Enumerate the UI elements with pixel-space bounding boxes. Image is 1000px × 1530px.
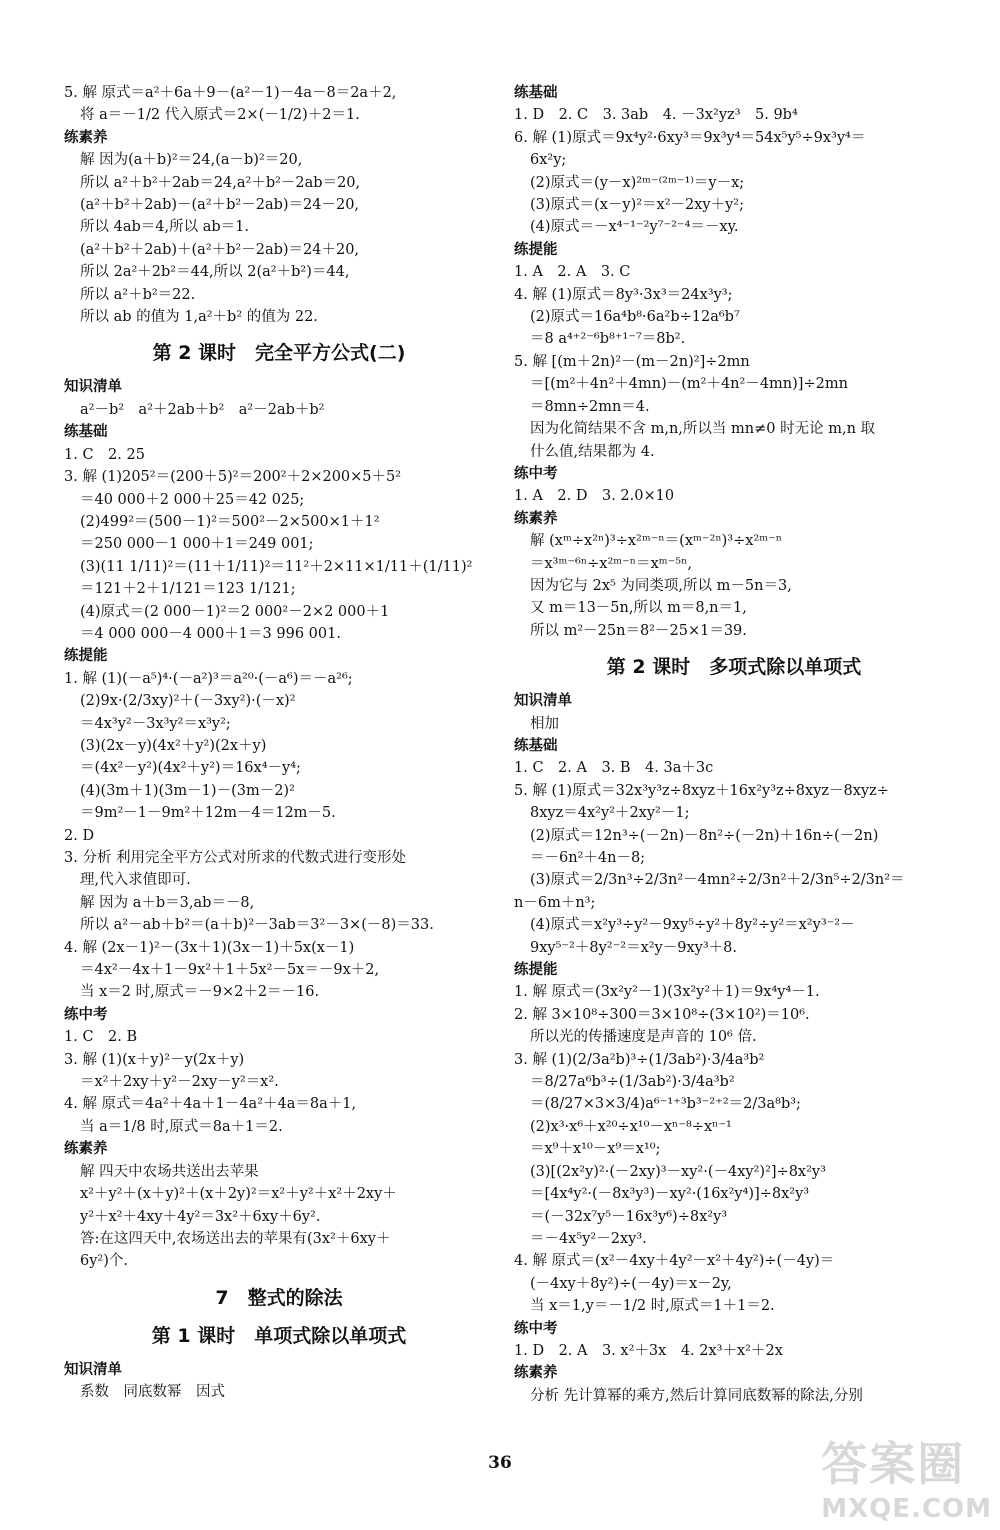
answer-line: 5. 解 (1)原式＝32x³y³z÷8xyz＋16x²y³z÷8xyz－8xyz÷ <box>514 782 889 799</box>
answer-line: y²＋x²＋4xy＋4y²＝3x²＋6xy＋6y². <box>80 1208 321 1225</box>
answer-line: 1. D 2. A 3. x²＋3x 4. 2x³＋x²＋2x <box>514 1342 783 1359</box>
answer-line: ＝(8/27×3×3/4)a⁶⁻¹⁺³b³⁻²⁺²＝2/3a⁸b³; <box>530 1096 801 1113</box>
answer-line: 3. 解 (1)205²＝(200＋5)²＝200²＋2×200×5＋5² <box>64 469 402 486</box>
answer-line: 4. 解 (2x－1)²－(3x＋1)(3x－1)＋5x(x－1) <box>64 939 355 956</box>
answer-line: 当 a＝1/8 时,原式＝8a＋1＝2. <box>80 1118 283 1135</box>
answer-line: 当 x＝1,y＝－1/2 时,原式＝1＋1＝2. <box>530 1298 775 1315</box>
answer-line: 1. 解 (1)(－a⁵)⁴·(－a²)³＝a²⁰·(－a⁶)＝－a²⁶; <box>64 670 353 687</box>
lesson-title: 7 整式的除法 <box>215 1286 343 1309</box>
answer-line: ＝9m²－1－9m²＋12m－4＝12m－5. <box>80 805 336 822</box>
answer-line: ＝x⁹＋x¹⁰－x⁹＝x¹⁰; <box>530 1141 661 1158</box>
answer-line: 2. 解 3×10⁸÷300＝3×10⁸÷(3×10²)＝10⁶. <box>514 1006 810 1023</box>
page-number: 36 <box>488 1453 512 1473</box>
answer-line: 8xyz＝4x²y²＋2xy²－1; <box>530 805 690 822</box>
answer-line: 解 (xᵐ÷x²ⁿ)³÷x²ᵐ⁻ⁿ＝(xᵐ⁻²ⁿ)³÷x²ᵐ⁻ⁿ <box>530 533 783 550</box>
answer-line: 2. D <box>64 827 95 844</box>
answer-line: 所以 4ab＝4,所以 ab＝1. <box>80 219 249 236</box>
answer-line: ＝8/27a⁶b³÷(1/3ab²)·3/4a³b² <box>530 1074 735 1091</box>
answer-line: 系数 同底数幂 因式 <box>80 1384 225 1401</box>
answer-line: 1. A 2. A 3. C <box>514 264 631 281</box>
answer-line: 因为化简结果不含 m,n,所以当 mn≠0 时无论 m,n 取 <box>530 421 876 438</box>
answer-line: 所以 ab 的值为 1,a²＋b² 的值为 22. <box>80 309 318 326</box>
answer-line: 3. 分析 利用完全平方公式对所求的代数式进行变形处 <box>64 850 407 866</box>
answer-line: 6y²)个. <box>80 1253 128 1270</box>
answer-line: ＝40 000＋2 000＋25＝42 025; <box>80 491 305 508</box>
section-heading: 练中考 <box>514 1320 558 1337</box>
section-heading: 知识清单 <box>514 693 572 710</box>
answer-line: 1. C 2. B <box>64 1029 138 1046</box>
section-heading: 练基础 <box>64 424 108 441</box>
lesson-title: 第 2 课时 完全平方公式(二) <box>152 342 406 365</box>
answer-line: ＝4 000 000－4 000＋1＝3 996 001. <box>80 625 341 642</box>
answer-line: (3)[(2x²y)²·(－2xy)³－xy²·(－4xy²)²]÷8x²y³ <box>530 1163 826 1180</box>
answer-line: 1. C 2. 25 <box>64 446 145 463</box>
answer-line: 相加 <box>530 715 559 732</box>
section-heading: 练提能 <box>514 962 558 979</box>
answer-line: ＝－4x⁵y²－2xy³. <box>530 1230 647 1247</box>
answer-line: 解 因为 a＋b＝3,ab＝－8, <box>80 894 255 911</box>
section-heading: 练中考 <box>514 465 558 482</box>
answer-line: 因为它与 2x⁵ 为同类项,所以 m－5n＝3, <box>530 577 792 594</box>
answer-line: ＝121＋2＋1/121＝123 1/121; <box>80 581 296 598</box>
answer-line: 9xy⁵⁻²＋8y²⁻²＝x²y－9xy³＋8. <box>530 939 737 956</box>
answer-line: ＝x²＋2xy＋y²－2xy－y²＝x². <box>80 1074 279 1091</box>
answer-line: (4)(3m＋1)(3m－1)－(3m－2)² <box>80 782 295 799</box>
answer-line: 4. 解 原式＝4a²＋4a＋1－4a²＋4a＝8a＋1, <box>64 1096 357 1113</box>
answer-line: 解 因为(a＋b)²＝24,(a－b)²＝20, <box>80 152 303 169</box>
lesson-title: 第 2 课时 多项式除以单项式 <box>606 656 862 679</box>
section-heading: 练基础 <box>514 85 558 101</box>
section-heading: 练素养 <box>514 1365 558 1382</box>
answer-line: 解 四天中农场共送出去苹果 <box>80 1163 259 1180</box>
answer-line: (2)9x·(2/3xy)²＋(－3xy²)·(－x)² <box>80 693 296 710</box>
answer-line: 3. 解 (1)(x＋y)²－y(2x＋y) <box>64 1051 245 1068</box>
answer-line: 1. C 2. A 3. B 4. 3a＋3c <box>514 760 714 777</box>
answer-line: 所以 2a²＋2b²＝44,所以 2(a²＋b²)＝44, <box>80 264 350 281</box>
answer-line: ＝x³ᵐ⁻⁶ⁿ÷x²ᵐ⁻ⁿ＝xᵐ⁻⁵ⁿ, <box>530 555 692 572</box>
answer-line: a²－b² a²＋2ab＋b² a²－2ab＋b² <box>80 401 325 418</box>
answer-line: 理,代入求值即可. <box>80 872 191 889</box>
answer-line: 当 x＝2 时,原式＝－9×2＋2＝－16. <box>80 984 320 1001</box>
answer-line: 5. 解 [(m＋2n)²－(m－2n)²]÷2mn <box>514 353 750 370</box>
answer-line: ＝－6n²＋4n－8; <box>530 850 646 866</box>
right-column <box>514 82 954 1407</box>
answer-line: 4. 解 (1)原式＝8y³·3x³＝24x³y³; <box>514 286 733 303</box>
answer-line: (4)原式＝－x⁴⁻¹⁻²y⁷⁻²⁻⁴＝－xy. <box>530 219 739 236</box>
answer-line: (2)原式＝(y－x)²ᵐ⁻⁽²ᵐ⁻¹⁾＝y－x; <box>530 174 745 191</box>
answer-line: (3)原式＝(x－y)²＝x²－2xy＋y²; <box>530 197 745 214</box>
answer-line: ＝[(m²＋4n²＋4mn)－(m²＋4n²－4mn)]÷2mn <box>530 376 848 393</box>
answer-line: ＝8 a⁴⁺²⁻⁶b⁸⁺¹⁻⁷＝8b². <box>530 331 686 348</box>
section-heading: 练提能 <box>514 241 558 258</box>
answer-line: 1. 解 原式＝(3x²y²－1)(3x²y²＋1)＝9x⁴y⁴－1. <box>514 984 820 1001</box>
answer-line: ＝4x³y²－3x³y²＝x³y²; <box>80 715 231 732</box>
answer-line: 答:在这四天中,农场送出去的苹果有(3x²＋6xy＋ <box>80 1230 391 1247</box>
answer-line: 将 a＝－1/2 代入原式＝2×(－1/2)＋2＝1. <box>80 107 360 124</box>
answer-line: (2)原式＝16a⁴b⁸·6a²b÷12a⁶b⁷ <box>530 309 740 326</box>
answer-line: (a²＋b²＋2ab)＋(a²＋b²－2ab)＝24＋20, <box>80 241 360 258</box>
lesson-title: 第 1 课时 单项式除以单项式 <box>151 1324 407 1347</box>
answer-line: ＝250 000－1 000＋1＝249 001; <box>80 536 314 553</box>
answer-line: 1. A 2. D 3. 2.0×10 <box>514 488 675 505</box>
answer-line: 所以 a²＋b²＋2ab＝24,a²＋b²－2ab＝20, <box>80 174 361 191</box>
answer-line: 所以光的传播速度是声音的 10⁶ 倍. <box>530 1029 757 1046</box>
answer-line: 6. 解 (1)原式＝9x⁴y²·6xy³＝9x³y⁴＝54x⁵y⁵÷9x³y⁴＝ <box>514 129 866 146</box>
answer-line: 分析 先计算幂的乘方,然后计算同底数幂的除法,分别 <box>530 1387 863 1404</box>
answer-line: (2)x³·x⁶＋x²⁰÷x¹⁰－xⁿ⁻⁸÷xⁿ⁻¹ <box>530 1118 732 1135</box>
left-column <box>64 82 494 1404</box>
answer-line: (2)原式＝12n³÷(－2n)－8n²÷(－2n)＋16n÷(－2n) <box>530 827 879 844</box>
section-heading: 练素养 <box>514 510 558 527</box>
answer-line: (3)(11 1/11)²＝(11＋1/11)²＝11²＋2×11×1/11＋(1/11)² <box>80 558 473 575</box>
answer-line: 所以 a²＋b²＝22. <box>80 286 196 303</box>
answer-line: ＝(4x²－y²)(4x²＋y²)＝16x⁴－y⁴; <box>80 760 301 777</box>
watermark-url: MXQE.COM <box>821 1494 992 1524</box>
answer-line: 又 m＝13－5n,所以 m＝8,n＝1, <box>530 600 747 617</box>
section-heading: 练素养 <box>64 129 108 146</box>
answer-line: 5. 解 原式＝a²＋6a＋9－(a²－1)－4a－8＝2a＋2, <box>64 85 397 101</box>
answer-line: 所以 a²－ab＋b²＝(a＋b)²－3ab＝3²－3×(－8)＝33. <box>80 917 434 934</box>
answer-line: (－4xy＋8y²)÷(－4y)＝x－2y, <box>530 1275 732 1292</box>
section-heading: 练提能 <box>64 648 108 665</box>
answer-line: ＝4x²－4x＋1－9x²＋1＋5x²－5x＝－9x＋2, <box>80 962 380 979</box>
answer-line: (4)原式＝(2 000－1)²＝2 000²－2×2 000＋1 <box>80 603 390 620</box>
answer-line: 4. 解 原式＝(x²－4xy＋4y²－x²＋4y²)÷(－4y)＝ <box>514 1253 835 1270</box>
section-heading: 练基础 <box>514 737 558 754</box>
answer-line: 6x²y; <box>530 152 567 169</box>
answer-line: ＝(－32x⁷y⁵－16x³y⁶)÷8x²y³ <box>530 1208 728 1225</box>
answer-line: (a²＋b²＋2ab)－(a²＋b²－2ab)＝24－20, <box>80 197 360 214</box>
answer-line: (3)原式＝2/3n³÷2/3n²－4mn²÷2/3n²＋2/3n⁵÷2/3n²＝ <box>530 872 905 889</box>
section-heading: 知识清单 <box>64 1361 122 1378</box>
watermark-logo: 答案圈 <box>821 1437 966 1491</box>
answer-line: (3)(2x－y)(4x²＋y²)(2x＋y) <box>80 737 267 754</box>
answer-line: (2)499²＝(500－1)²＝500²－2×500×1＋1² <box>80 513 380 530</box>
answer-line: ＝8mn÷2mn＝4. <box>530 398 650 415</box>
answer-line: (4)原式＝x²y³÷y²－9xy⁵÷y²＋8y²÷y²＝x²y³⁻²－ <box>530 917 855 934</box>
section-heading: 练中考 <box>64 1006 108 1023</box>
section-heading: 练素养 <box>64 1141 108 1158</box>
answer-line: n－6m＋n³; <box>514 894 596 911</box>
answer-line: 3. 解 (1)(2/3a²b)³÷(1/3ab²)·3/4a³b² <box>514 1051 765 1068</box>
section-heading: 知识清单 <box>64 379 122 396</box>
answer-line: x²＋y²＋(x＋y)²＋(x＋2y)²＝x²＋y²＋x²＋2xy＋ <box>80 1186 397 1203</box>
watermark <box>821 1428 992 1524</box>
answer-line: 什么值,结果都为 4. <box>530 443 655 460</box>
answer-line: ＝[4x⁴y²·(－8x³y³)－xy²·(16x²y⁴)]÷8x²y³ <box>530 1186 810 1203</box>
answer-line: 1. D 2. C 3. 3ab 4. －3x²yz³ 5. 9b⁴ <box>514 107 798 124</box>
answer-line: 所以 m²－25n＝8²－25×1＝39. <box>530 622 747 639</box>
